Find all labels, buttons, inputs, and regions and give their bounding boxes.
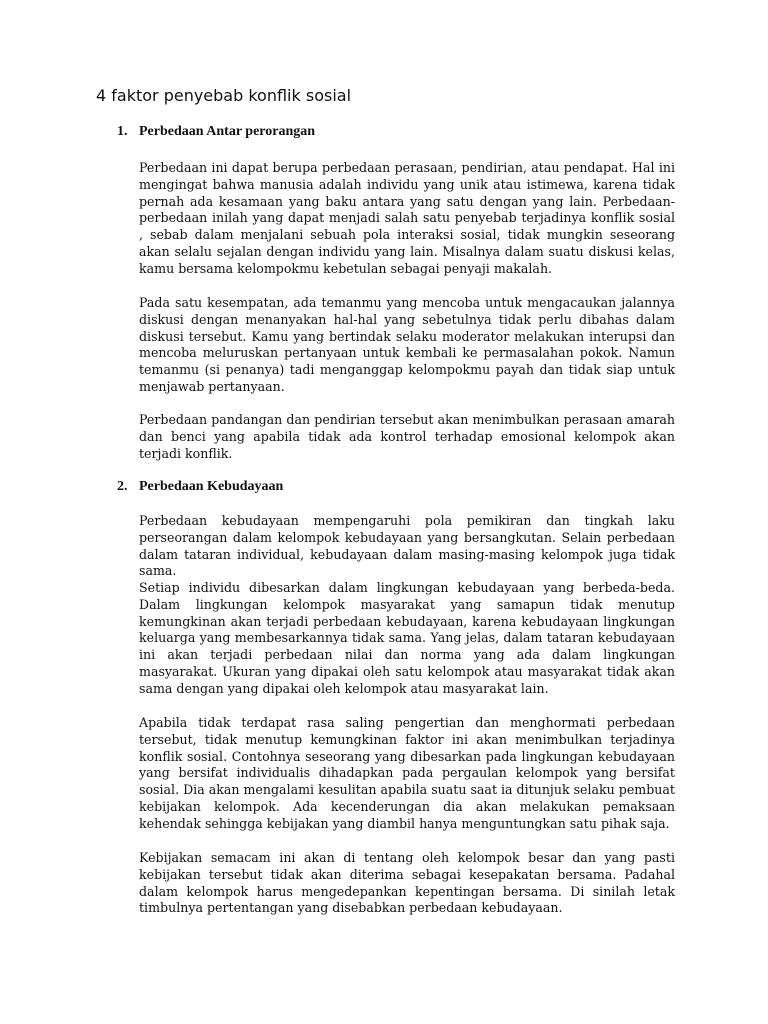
paragraph: Setiap individu dibesarkan dalam lingkungan kebudayaan yang berbeda-beda. Dalam lingkungan kelompok masyarakat yang samapun tidak menutup kemungkinan akan terjadi perbedaan kebudayaan, karena kebudayaan lingkungan keluarga yang membesarkannya tidak sama. Yang jelas, dalam tataran kebudayaan ini akan terjadi perbedaan nilai dan norma yang ada dalam lingkungan masyarakat. Ukuran yang dipakai oleh satu kelompok atau masyarakat tidak akan sama dengan yang dipakai oleh kelompok atau masyarakat lain. xyxy=(139,580,675,696)
paragraph: Apabila tidak terdapat rasa saling pengertian dan menghormati perbedaan tersebut, tidak menutup kemungkinan faktor ini akan menimbulkan terjadinya konflik sosial. Contohnya seseorang yang dibesarkan pada lingkungan kebudayaan yang bersifat individualis dihadapkan pada pergaulan kelompok yang bersifat sosial. Dia akan mengalami kesulitan apabila suatu saat ia ditunjuk selaku pembuat kebijakan kelompok. Ada kecenderungan dia akan melakukan pemaksaan kehendak sehingga kebijakan yang diambil hanya menguntungkan satu pihak saja. xyxy=(139,715,675,831)
section-number: 2. xyxy=(117,479,128,494)
section-heading-text: Perbedaan Antar perorangan xyxy=(139,124,316,139)
document-title: 4 faktor penyebab konflik sosial xyxy=(96,86,352,105)
paragraph: Perbedaan kebudayaan mempengaruhi pola pemikiran dan tingkah laku perseorangan dalam kelompok kebudayaan yang bersangkutan. Selain perbedaan dalam tataran individual, kebudayaan dalam masing-masing kelompok juga tidak sama. xyxy=(139,513,675,579)
paragraph: Perbedaan ini dapat berupa perbedaan perasaan, pendirian, atau pendapat. Hal ini mengingat bahwa manusia adalah individu yang unik atau istimewa, karena tidak pernah ada kesamaan yang baku antara yang satu dengan yang lain. Perbedaan-perbedaan inilah yang dapat menjadi salah satu penyebab terjadinya konflik sosial , sebab dalam menjalani sebuah pola interaksi sosial, tidak mungkin seseorang akan selalu sejalan dengan individu yang lain. Misalnya dalam suatu diskusi kelas, kamu bersama kelompokmu kebetulan sebagai penyaji makalah. xyxy=(139,160,675,276)
paragraph: Pada satu kesempatan, ada temanmu yang mencoba untuk mengacaukan jalannya diskusi dengan menanyakan hal-hal yang sebetulnya tidak perlu dibahas dalam diskusi tersebut. Kamu yang bertindak selaku moderator melakukan interupsi dan mencoba meluruskan pertanyaan untuk kembali ke permasalahan pokok. Namun temanmu (si penanya) tadi menganggap kelompokmu payah dan tidak siap untuk menjawab pertanyaan. xyxy=(139,295,675,394)
section-heading-text: Perbedaan Kebudayaan xyxy=(139,479,284,494)
paragraph: Kebijakan semacam ini akan di tentang oleh kelompok besar dan yang pasti kebijakan tersebut tidak akan diterima sebagai kesepakatan bersama. Padahal dalam kelompok harus mengedepankan kepentingan bersama. Di sinilah letak timbulnya pertentangan yang disebabkan perbedaan kebudayaan. xyxy=(139,850,675,916)
section-number: 1. xyxy=(117,124,128,139)
paragraph: Perbedaan pandangan dan pendirian tersebut akan menimbulkan perasaan amarah dan benci yang apabila tidak ada kontrol terhadap emosional kelompok akan terjadi konflik. xyxy=(139,412,675,461)
section-heading-1 xyxy=(117,124,315,140)
section-heading-2 xyxy=(117,479,283,495)
